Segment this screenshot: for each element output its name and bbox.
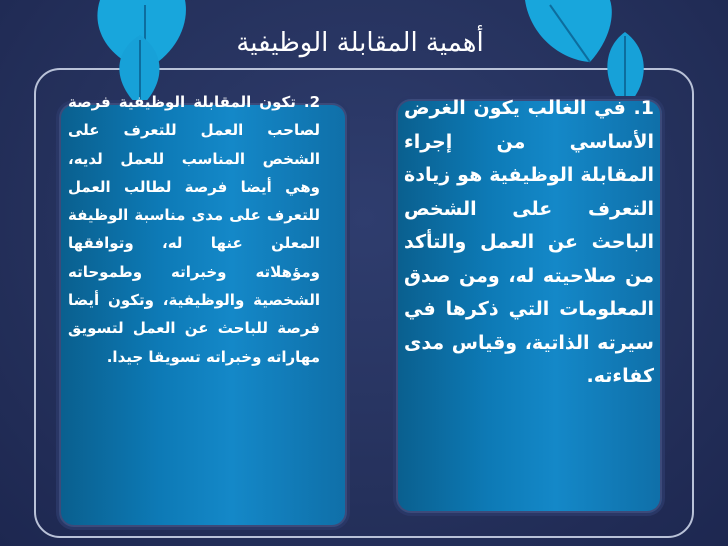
right-panel-text: 1. في الغالب يكون الغرض الأساسي من إجراء المقابلة الوظيفية هو زيادة التعرف على الشخص الباحث عن العمل والتأكد من صلاحيته له، ومن صدق المعلومات التي ذكرها في سيرته الذاتية، وقياس مدى كفاءته. [404, 97, 654, 387]
slide-title: أهمية المقابلة الوظيفية [236, 28, 484, 58]
left-panel-text: 2. تكون المقابلة الوظيفية فرصة لصاحب العمل للتعرف على الشخص المناسب للعمل لديه، وهي أيضا فرصة لطالب العمل للتعرف على مدى مناسبة الوظيفة المعلن عنها له، وتوافقها ومؤهلاته وخبراته وطموحاته الشخصية والوظيفية، وتكون أيضا فرصة للباحث عن العمل لتسويق مهاراته وخبراته تسويقا جيدا. [68, 93, 320, 366]
